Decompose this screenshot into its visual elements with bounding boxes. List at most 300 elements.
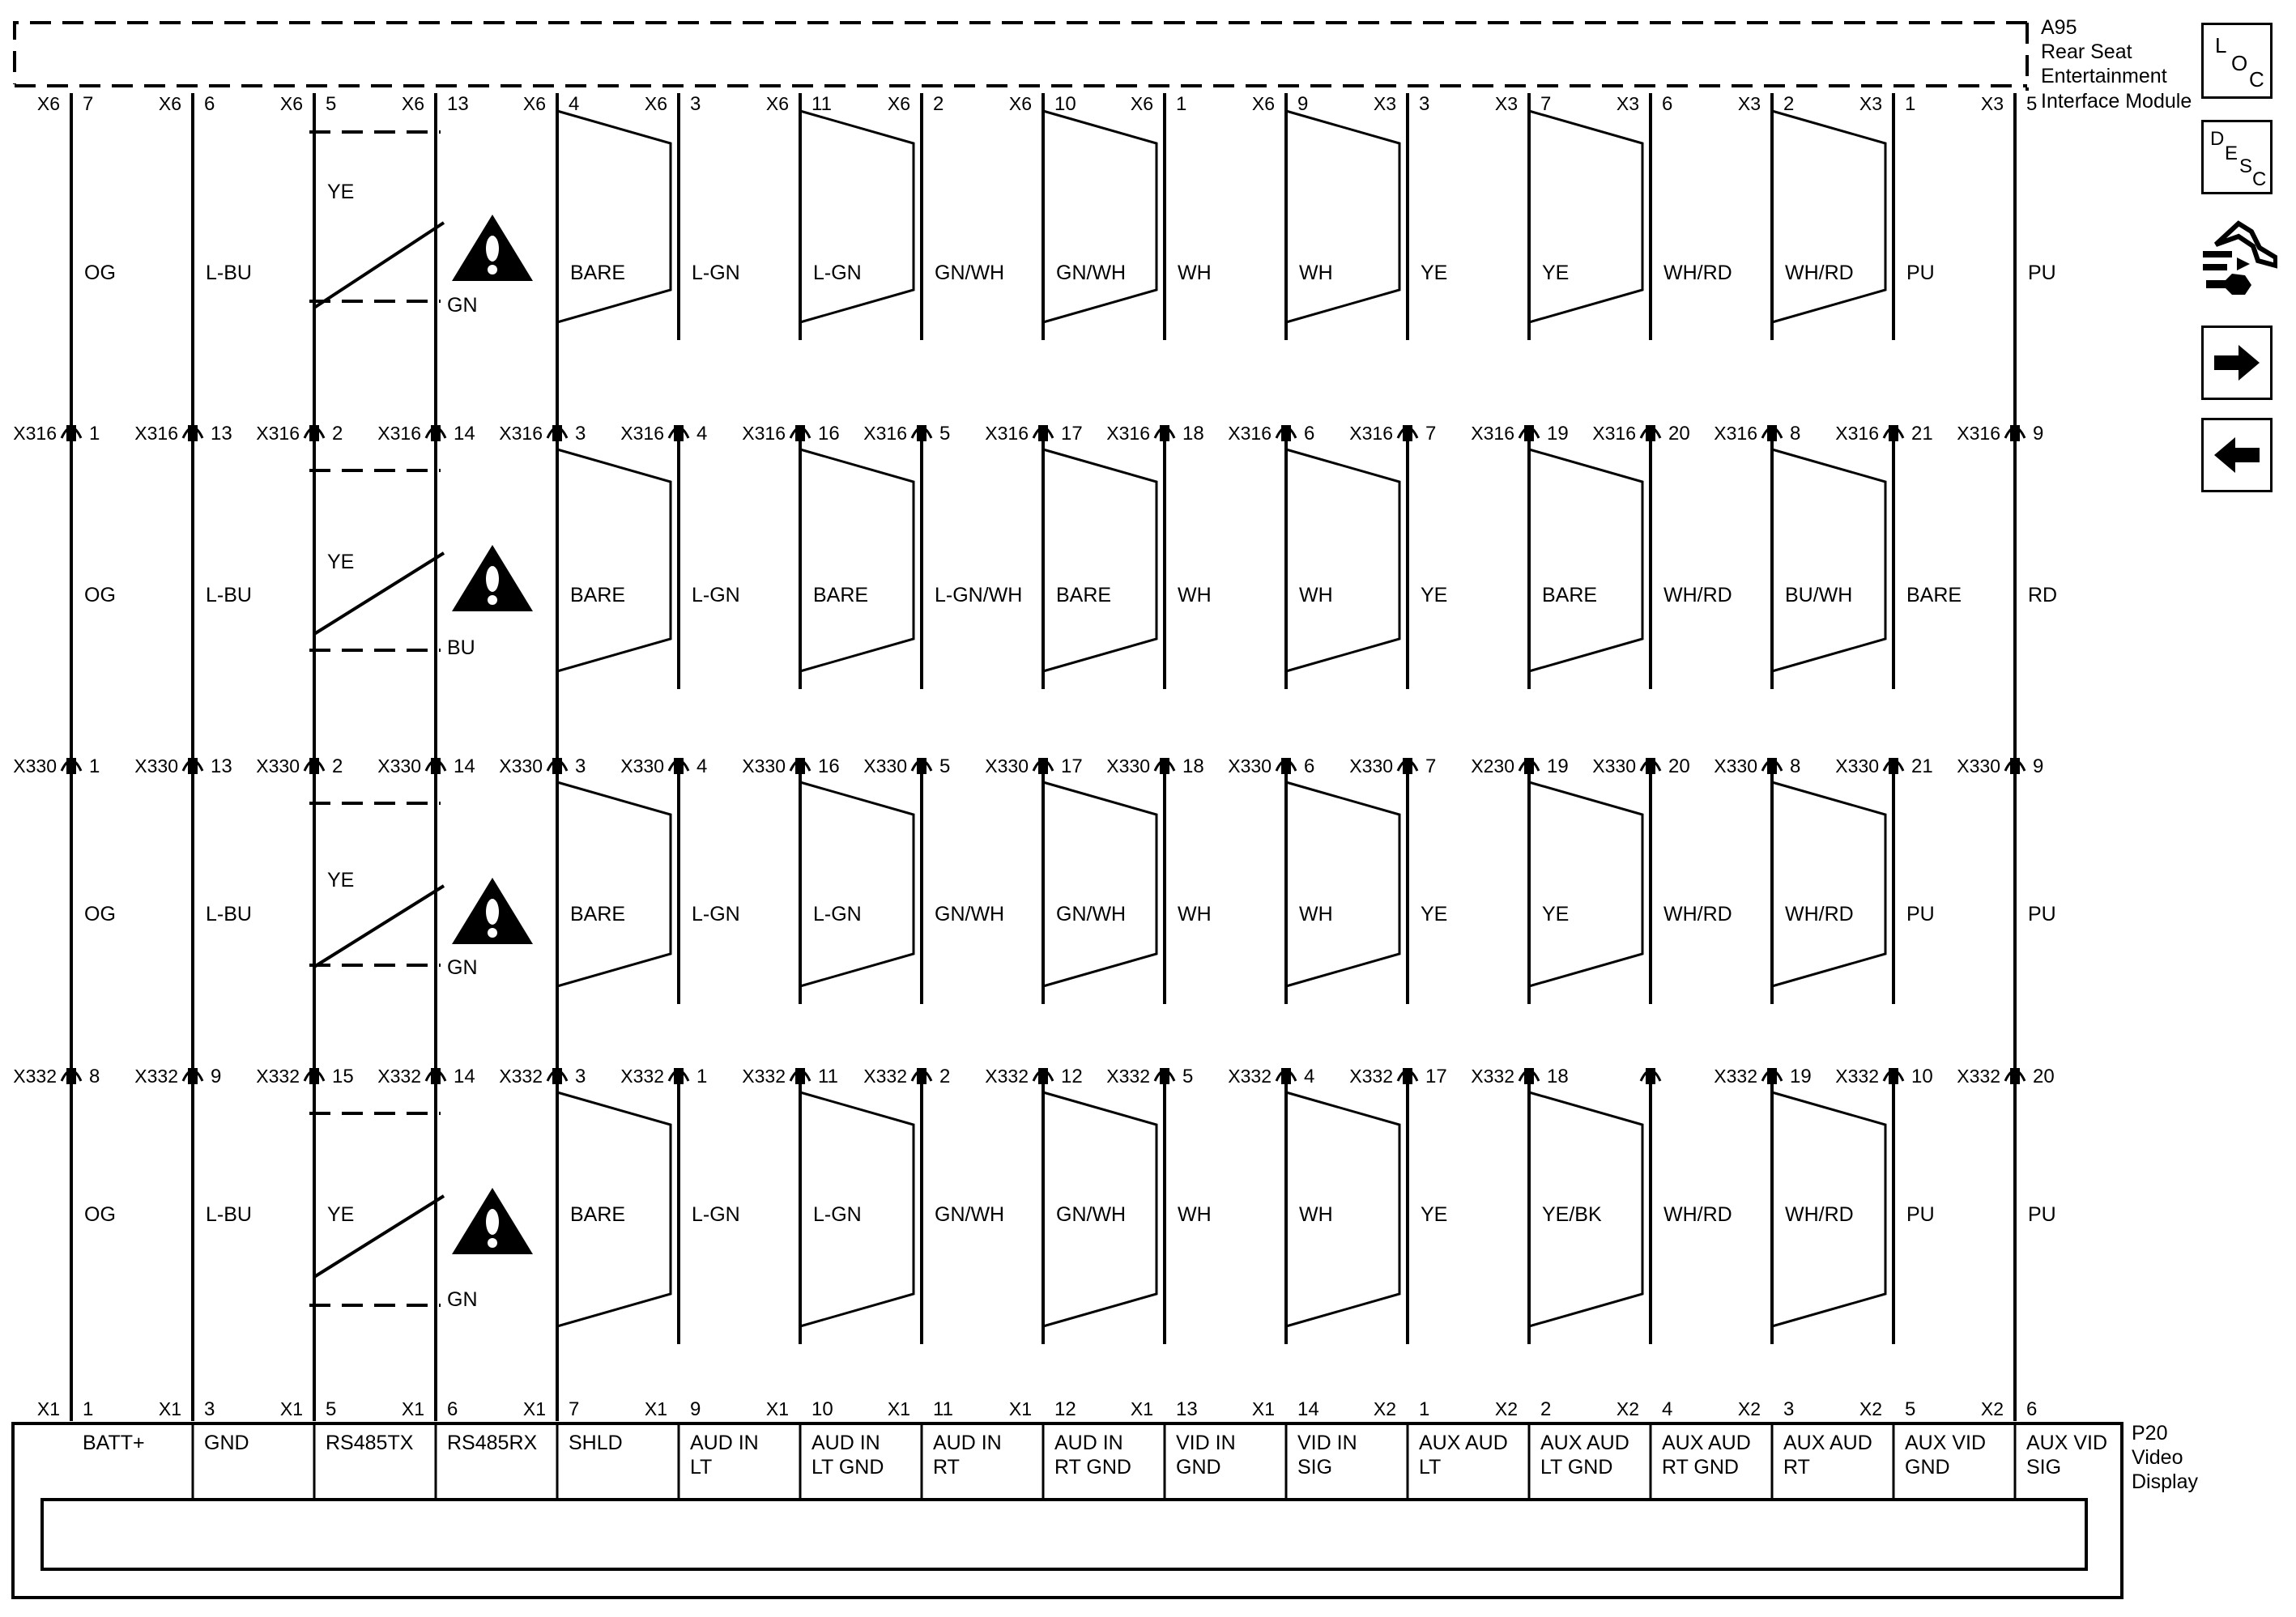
wire-color-label: YE xyxy=(1421,262,1448,284)
wire-color-label: GN/WH xyxy=(1056,1203,1127,1226)
bottom-connector-name: X2 xyxy=(1373,1398,1396,1419)
shield-drain xyxy=(314,223,444,308)
desc-button[interactable] xyxy=(2201,120,2273,194)
inline-connector-pin xyxy=(188,425,198,441)
wire-color-label: L-GN xyxy=(692,903,740,926)
inline-connector-pin xyxy=(552,1068,562,1084)
top-connector-pin: 1 xyxy=(1176,93,1187,115)
bottom-connector-pin: 1 xyxy=(1419,1398,1430,1420)
wire-color-label: L-GN xyxy=(813,903,862,926)
wire-color-label: YE xyxy=(327,869,355,891)
p20-module-name-line1: Video xyxy=(2132,1446,2183,1469)
top-connector-name: X6 xyxy=(887,93,910,114)
inline-connector-pin-number: 12 xyxy=(1061,1066,1083,1087)
pair-twist xyxy=(1043,449,1157,671)
top-connector-pin: 4 xyxy=(569,93,580,115)
inline-connector-pin xyxy=(1403,1068,1412,1084)
arrow-left-icon xyxy=(2211,435,2263,475)
inline-connector-pin-number: 13 xyxy=(211,423,232,445)
top-connector-pin: 7 xyxy=(1540,93,1552,115)
inline-connector-pin-number: 19 xyxy=(1547,423,1569,445)
pair-twist xyxy=(1529,782,1642,986)
top-connector-name: X3 xyxy=(1859,93,1882,114)
wire-color-label: BU/WH xyxy=(1785,584,1853,606)
inline-connector-pin xyxy=(431,1068,441,1084)
inline-connector-pin xyxy=(431,758,441,774)
wire-color-label: WH/RD xyxy=(1785,1203,1854,1226)
wire-color-label: L-GN xyxy=(692,262,740,284)
wire-color-label: YE xyxy=(327,551,355,573)
inline-connector-pin xyxy=(674,758,684,774)
bottom-connector-name: X1 xyxy=(1130,1398,1153,1419)
wire-color-label: WH/RD xyxy=(1785,262,1854,284)
bottom-connector-name: X1 xyxy=(279,1398,303,1419)
inline-connector-pin-number: 3 xyxy=(575,755,586,777)
wire-color-label: WH xyxy=(1178,584,1212,606)
wire-color-label: YE xyxy=(327,181,355,203)
inline-connector-pin-number: 14 xyxy=(454,755,475,777)
bottom-connector-pin: 1 xyxy=(83,1398,94,1420)
pin-function-label: LT xyxy=(690,1456,713,1479)
inline-connector-pin xyxy=(795,758,805,774)
inline-connector-name: X332 xyxy=(13,1066,57,1087)
wire-color-label: PU xyxy=(1906,903,1935,926)
bottom-connector-pin: 4 xyxy=(1662,1398,1673,1420)
inline-connector-name: X332 xyxy=(1957,1066,2000,1087)
top-connector-pin: 2 xyxy=(1783,93,1795,115)
wire-color-label: WH xyxy=(1299,262,1333,284)
wire-color-label: WH/RD xyxy=(1663,584,1732,606)
inline-connector-name: X332 xyxy=(1228,1066,1272,1087)
svg-text:D: D xyxy=(2210,128,2225,150)
wire-color-label: WH/RD xyxy=(1785,903,1854,926)
bottom-connector-pin: 3 xyxy=(204,1398,215,1420)
inline-connector-pin-number: 19 xyxy=(1547,755,1569,777)
inline-connector-pin-number: 2 xyxy=(332,423,343,445)
wire-color-label: L-BU xyxy=(206,262,252,284)
inline-connector-name: X330 xyxy=(1714,755,1757,777)
inline-connector-pin xyxy=(309,425,319,441)
inline-connector-name: X330 xyxy=(1106,755,1150,777)
warning-icon-mark xyxy=(486,566,499,592)
svg-text:S: S xyxy=(2239,155,2253,177)
inline-connector-pin-number: 3 xyxy=(575,423,586,445)
wire-color-label: WH/RD xyxy=(1663,262,1732,284)
wire-color-label: GN xyxy=(447,294,478,317)
inline-connector-pin-number: 2 xyxy=(332,755,343,777)
inline-connector-name: X330 xyxy=(1592,755,1636,777)
pin-function-label: AUD IN xyxy=(690,1432,759,1454)
inline-connector-pin-number: 8 xyxy=(89,1066,100,1087)
wire-color-label: BARE xyxy=(570,584,626,606)
inline-connector-name: X332 xyxy=(1714,1066,1757,1087)
top-connector-pin: 10 xyxy=(1054,93,1076,115)
inline-connector-pin-number: 8 xyxy=(1790,423,1801,445)
warning-icon-dot xyxy=(488,595,497,605)
inline-connector-name: X316 xyxy=(1957,423,2000,444)
pin-function-label: AUX AUD xyxy=(1419,1432,1508,1454)
top-connector-name: X6 xyxy=(279,93,303,114)
inline-connector-name: X316 xyxy=(13,423,57,444)
top-connector-pin: 3 xyxy=(690,93,701,115)
pin-function-label: RT GND xyxy=(1054,1456,1131,1479)
top-connector-pin: 5 xyxy=(326,93,337,115)
inline-connector-pin-number: 7 xyxy=(1425,423,1437,445)
pin-function-label: AUX VID xyxy=(1905,1432,1987,1454)
bottom-connector-pin: 9 xyxy=(690,1398,701,1420)
inline-connector-pin xyxy=(1160,1068,1169,1084)
warning-icon-mark xyxy=(486,1209,499,1235)
bottom-connector-name: X2 xyxy=(1616,1398,1639,1419)
wire-color-label: YE xyxy=(1542,262,1570,284)
inline-connector-pin xyxy=(552,758,562,774)
inline-connector-name: X332 xyxy=(1835,1066,1879,1087)
inline-connector-pin xyxy=(1646,425,1655,441)
inline-connector-pin xyxy=(917,758,926,774)
wire-color-label: YE xyxy=(1421,1203,1448,1226)
top-connector-name: X3 xyxy=(1373,93,1396,114)
pin-function-label: AUX AUD xyxy=(1783,1432,1872,1454)
inline-connector-pin-number: 5 xyxy=(939,423,951,445)
wire-color-label: WH xyxy=(1178,1203,1212,1226)
inline-connector-name: X316 xyxy=(1835,423,1879,444)
inline-connector-pin xyxy=(1281,1068,1291,1084)
inline-connector-name: X316 xyxy=(742,423,786,444)
wire-color-label: BARE xyxy=(570,903,626,926)
pair-twist xyxy=(1529,449,1642,671)
inline-connector-pin xyxy=(66,1068,76,1084)
bottom-connector-name: X2 xyxy=(1859,1398,1882,1419)
inline-connector-name: X332 xyxy=(256,1066,300,1087)
pin-function-label: AUD IN xyxy=(933,1432,1002,1454)
inline-connector-pin-number: 18 xyxy=(1182,755,1204,777)
inline-connector-pin xyxy=(2010,1068,2020,1084)
bottom-connector-name: X1 xyxy=(522,1398,546,1419)
inline-connector-name: X332 xyxy=(1106,1066,1150,1087)
wire-color-label: GN/WH xyxy=(1056,262,1127,284)
top-connector-name: X6 xyxy=(401,93,424,114)
inline-connector-pin xyxy=(1646,1068,1655,1084)
wire-color-label: BARE xyxy=(570,262,626,284)
inline-connector-pin xyxy=(674,1068,684,1084)
inline-connector-name: X316 xyxy=(1106,423,1150,444)
inline-connector-pin-number: 16 xyxy=(818,755,840,777)
inline-connector-pin xyxy=(188,1068,198,1084)
bottom-connector-pin: 6 xyxy=(2026,1398,2038,1420)
bottom-connector-name: X1 xyxy=(158,1398,181,1419)
bottom-connector-name: X1 xyxy=(765,1398,789,1419)
wire-color-label: BARE xyxy=(1056,584,1112,606)
wire-color-label: BU xyxy=(447,636,475,659)
pin-function-label: RT xyxy=(933,1456,960,1479)
pair-twist xyxy=(1772,449,1885,671)
warning-icon-mark xyxy=(486,236,499,262)
inline-connector-name: X316 xyxy=(134,423,178,444)
bottom-connector-name: X1 xyxy=(887,1398,910,1419)
wire-color-label: GN/WH xyxy=(935,903,1005,926)
wire-color-label: WH xyxy=(1299,903,1333,926)
bottom-connector-pin: 10 xyxy=(811,1398,833,1420)
wire-color-label: WH/RD xyxy=(1663,903,1732,926)
inline-connector-name: X332 xyxy=(742,1066,786,1087)
inline-connector-pin-number: 18 xyxy=(1547,1066,1569,1087)
wire-layer xyxy=(62,93,2025,1500)
inline-connector-pin xyxy=(795,425,805,441)
bottom-connector-pin: 6 xyxy=(447,1398,458,1420)
wire-color-label: GN/WH xyxy=(1056,903,1127,926)
diagnostic-icon-button[interactable] xyxy=(2201,212,2277,301)
bottom-connector-name: X1 xyxy=(401,1398,424,1419)
inline-connector-name: X330 xyxy=(13,755,57,777)
svg-text:O: O xyxy=(2231,51,2248,75)
inline-connector-name: X230 xyxy=(1471,755,1514,777)
inline-connector-name: X316 xyxy=(985,423,1029,444)
loc-button[interactable] xyxy=(2201,23,2273,99)
inline-connector-name: X330 xyxy=(620,755,664,777)
bottom-connector-name: X1 xyxy=(36,1398,60,1419)
pair-twist xyxy=(800,782,914,986)
inline-connector-name: X332 xyxy=(1349,1066,1393,1087)
bottom-connector-name: X1 xyxy=(644,1398,667,1419)
wire-color-label: L-BU xyxy=(206,1203,252,1226)
desc-icon xyxy=(2204,122,2270,192)
inline-connector-pin xyxy=(431,425,441,441)
pin-function-label: AUX AUD xyxy=(1662,1432,1751,1454)
wire-color-label: L-BU xyxy=(206,903,252,926)
inline-connector-pin-number: 20 xyxy=(2033,1066,2055,1087)
inline-connector-pin-number: 17 xyxy=(1061,755,1083,777)
top-connector-name: X3 xyxy=(1980,93,2004,114)
inline-connector-pin-number: 9 xyxy=(2033,755,2044,777)
a95-module-name-line2: Entertainment xyxy=(2041,65,2167,87)
warning-icon-mark xyxy=(486,899,499,925)
wire-color-label: YE xyxy=(327,1203,355,1226)
inline-connector-pin-number: 17 xyxy=(1061,423,1083,445)
a95-module-id: A95 xyxy=(2041,16,2077,39)
top-connector-name: X6 xyxy=(36,93,60,114)
top-connector-name: X6 xyxy=(522,93,546,114)
wire-color-label: L-GN xyxy=(813,1203,862,1226)
wire-color-label: OG xyxy=(84,262,116,284)
a95-module-outline xyxy=(15,23,2027,84)
wire-color-label: BARE xyxy=(813,584,869,606)
pin-function-label: LT GND xyxy=(811,1456,884,1479)
pair-twist xyxy=(1772,111,1885,322)
bottom-connector-pin: 2 xyxy=(1540,1398,1552,1420)
inline-connector-pin xyxy=(1038,758,1048,774)
inline-connector-pin xyxy=(1524,425,1534,441)
inline-connector-pin-number: 9 xyxy=(2033,423,2044,445)
inline-connector-pin xyxy=(1160,758,1169,774)
top-connector-name: X6 xyxy=(1130,93,1153,114)
svg-text:C: C xyxy=(2252,168,2267,190)
inline-connector-name: X332 xyxy=(1471,1066,1514,1087)
inline-connector-name: X332 xyxy=(377,1066,421,1087)
inline-connector-name: X330 xyxy=(1349,755,1393,777)
inline-connector-pin-number: 6 xyxy=(1304,755,1315,777)
inline-connector-pin-number: 8 xyxy=(1790,755,1801,777)
bottom-connector-pin: 14 xyxy=(1297,1398,1319,1420)
wire-color-label: OG xyxy=(84,584,116,606)
pin-function-label: AUD IN xyxy=(811,1432,880,1454)
inline-connector-pin-number: 4 xyxy=(696,423,708,445)
inline-connector-name: X316 xyxy=(1592,423,1636,444)
bottom-connector-pin: 11 xyxy=(933,1398,953,1420)
inline-connector-pin xyxy=(1767,758,1777,774)
inline-connector-pin xyxy=(1038,1068,1048,1084)
pair-twist xyxy=(1043,782,1157,986)
inline-connector-name: X330 xyxy=(1957,755,2000,777)
bottom-connector-name: X2 xyxy=(1494,1398,1518,1419)
bottom-connector-pin: 5 xyxy=(1905,1398,1916,1420)
wire-color-label: L-GN xyxy=(692,584,740,606)
inline-connector-pin xyxy=(1524,758,1534,774)
wire-color-label: YE xyxy=(1421,903,1448,926)
wire-color-label: BARE xyxy=(1542,584,1598,606)
bottom-connector-pin: 13 xyxy=(1176,1398,1198,1420)
pin-function-label: BATT+ xyxy=(83,1432,145,1454)
wire-color-label: L-GN xyxy=(692,1203,740,1226)
inline-connector-pin-number: 19 xyxy=(1790,1066,1812,1087)
wire-color-label: PU xyxy=(2028,903,2056,926)
top-connector-name: X6 xyxy=(1251,93,1275,114)
wire-color-label: GN/WH xyxy=(935,1203,1005,1226)
pin-function-label: SHLD xyxy=(569,1432,623,1454)
wire-color-label: PU xyxy=(1906,262,1935,284)
next-button[interactable] xyxy=(2201,326,2273,400)
pair-twist xyxy=(557,782,671,986)
inline-connector-name: X330 xyxy=(742,755,786,777)
pin-function-label: RS485RX xyxy=(447,1432,538,1454)
p20-module-id: P20 xyxy=(2132,1422,2168,1445)
bottom-connector-pin: 12 xyxy=(1054,1398,1076,1420)
inline-connector-pin xyxy=(66,425,76,441)
pin-function-label: LT xyxy=(1419,1456,1442,1479)
loc-icon xyxy=(2204,25,2270,96)
inline-connector-name: X330 xyxy=(985,755,1029,777)
inline-connector-pin-number: 5 xyxy=(939,755,951,777)
inline-connector-name: X330 xyxy=(1835,755,1879,777)
pin-function-label: RT GND xyxy=(1662,1456,1739,1479)
top-connector-pin: 7 xyxy=(83,93,94,115)
inline-connector-pin xyxy=(309,1068,319,1084)
inline-connector-pin xyxy=(66,758,76,774)
inline-connector-pin xyxy=(795,1068,805,1084)
pair-twist xyxy=(1286,111,1399,322)
pin-function-label: GND xyxy=(204,1432,249,1454)
inline-connector-pin xyxy=(1889,758,1898,774)
inline-connector-pin-number: 3 xyxy=(575,1066,586,1087)
bottom-connector-pin: 5 xyxy=(326,1398,337,1420)
top-connector-pin: 9 xyxy=(1297,93,1309,115)
top-connector-name: X6 xyxy=(765,93,789,114)
inline-connector-name: X330 xyxy=(377,755,421,777)
inline-connector-pin-number: 6 xyxy=(1304,423,1315,445)
inline-connector-pin-number: 4 xyxy=(1304,1066,1315,1087)
top-connector-name: X3 xyxy=(1737,93,1761,114)
inline-connector-name: X332 xyxy=(863,1066,907,1087)
inline-connector-name: X332 xyxy=(134,1066,178,1087)
inline-connector-pin xyxy=(309,758,319,774)
top-connector-pin: 13 xyxy=(447,93,469,115)
top-connector-pin: 11 xyxy=(811,93,832,115)
wire-color-label: YE xyxy=(1542,903,1570,926)
wire-color-label: WH/RD xyxy=(1663,1203,1732,1226)
inline-connector-pin xyxy=(188,758,198,774)
inline-connector-name: X316 xyxy=(1228,423,1272,444)
inline-connector-name: X332 xyxy=(499,1066,543,1087)
top-connector-name: X6 xyxy=(644,93,667,114)
wire-color-label: BARE xyxy=(1906,584,1962,606)
pair-twist xyxy=(557,449,671,671)
pair-twist xyxy=(1529,111,1642,322)
top-connector-pin: 6 xyxy=(204,93,215,115)
warning-icon-dot xyxy=(488,1238,497,1248)
bottom-connector-pin: 3 xyxy=(1783,1398,1795,1420)
inline-connector-name: X316 xyxy=(620,423,664,444)
pin-function-label: AUX AUD xyxy=(1540,1432,1629,1454)
p20-module-name-line2: Display xyxy=(2132,1470,2198,1493)
wire-color-label: BARE xyxy=(570,1203,626,1226)
pin-function-label: VID IN xyxy=(1297,1432,1357,1454)
top-connector-pin: 1 xyxy=(1905,93,1916,115)
pair-twist xyxy=(800,111,914,322)
inline-connector-pin xyxy=(1646,758,1655,774)
inline-connector-name: X316 xyxy=(1714,423,1757,444)
pair-twist xyxy=(1286,449,1399,671)
pair-twist xyxy=(1286,782,1399,986)
inline-connector-pin-number: 18 xyxy=(1182,423,1204,445)
inline-connector-pin xyxy=(917,425,926,441)
inline-connector-pin-number: 16 xyxy=(818,423,840,445)
top-connector-name: X3 xyxy=(1616,93,1639,114)
wire-color-label: GN xyxy=(447,1288,478,1311)
inline-connector-pin-number: 11 xyxy=(818,1066,838,1087)
inline-connector-name: X330 xyxy=(134,755,178,777)
wire-color-label: YE xyxy=(1421,584,1448,606)
top-connector-pin: 6 xyxy=(1662,93,1673,115)
inline-connector-pin-number: 9 xyxy=(211,1066,222,1087)
pin-function-label: RS485TX xyxy=(326,1432,414,1454)
previous-button[interactable] xyxy=(2201,418,2273,492)
wire-color-label: PU xyxy=(2028,262,2056,284)
inline-connector-pin-number: 10 xyxy=(1911,1066,1933,1087)
inline-connector-name: X332 xyxy=(620,1066,664,1087)
inline-connector-pin xyxy=(2010,425,2020,441)
inline-connector-name: X330 xyxy=(1228,755,1272,777)
inline-connector-pin xyxy=(1767,425,1777,441)
inline-connector-pin-number: 4 xyxy=(696,755,708,777)
pair-twist xyxy=(1772,782,1885,986)
inline-connector-name: X330 xyxy=(256,755,300,777)
inline-connector-pin-number: 20 xyxy=(1668,755,1690,777)
inline-connector-pin xyxy=(2010,758,2020,774)
inline-connector-pin-number: 1 xyxy=(89,755,100,777)
inline-connector-pin-number: 21 xyxy=(1911,755,1933,777)
inline-connector-pin-number: 21 xyxy=(1911,423,1933,445)
inline-connector-name: X330 xyxy=(499,755,543,777)
inline-connector-name: X332 xyxy=(985,1066,1029,1087)
inline-connector-pin xyxy=(1767,1068,1777,1084)
inline-connector-pin-number: 17 xyxy=(1425,1066,1447,1087)
inline-connector-pin-number: 14 xyxy=(454,423,475,445)
a95-module-name-line1: Rear Seat xyxy=(2041,40,2132,63)
top-connector-name: X6 xyxy=(158,93,181,114)
pair-twist xyxy=(800,449,914,671)
top-connector-name: X6 xyxy=(1008,93,1032,114)
bottom-connector-name: X1 xyxy=(1251,1398,1275,1419)
top-connector-pin: 2 xyxy=(933,93,944,115)
